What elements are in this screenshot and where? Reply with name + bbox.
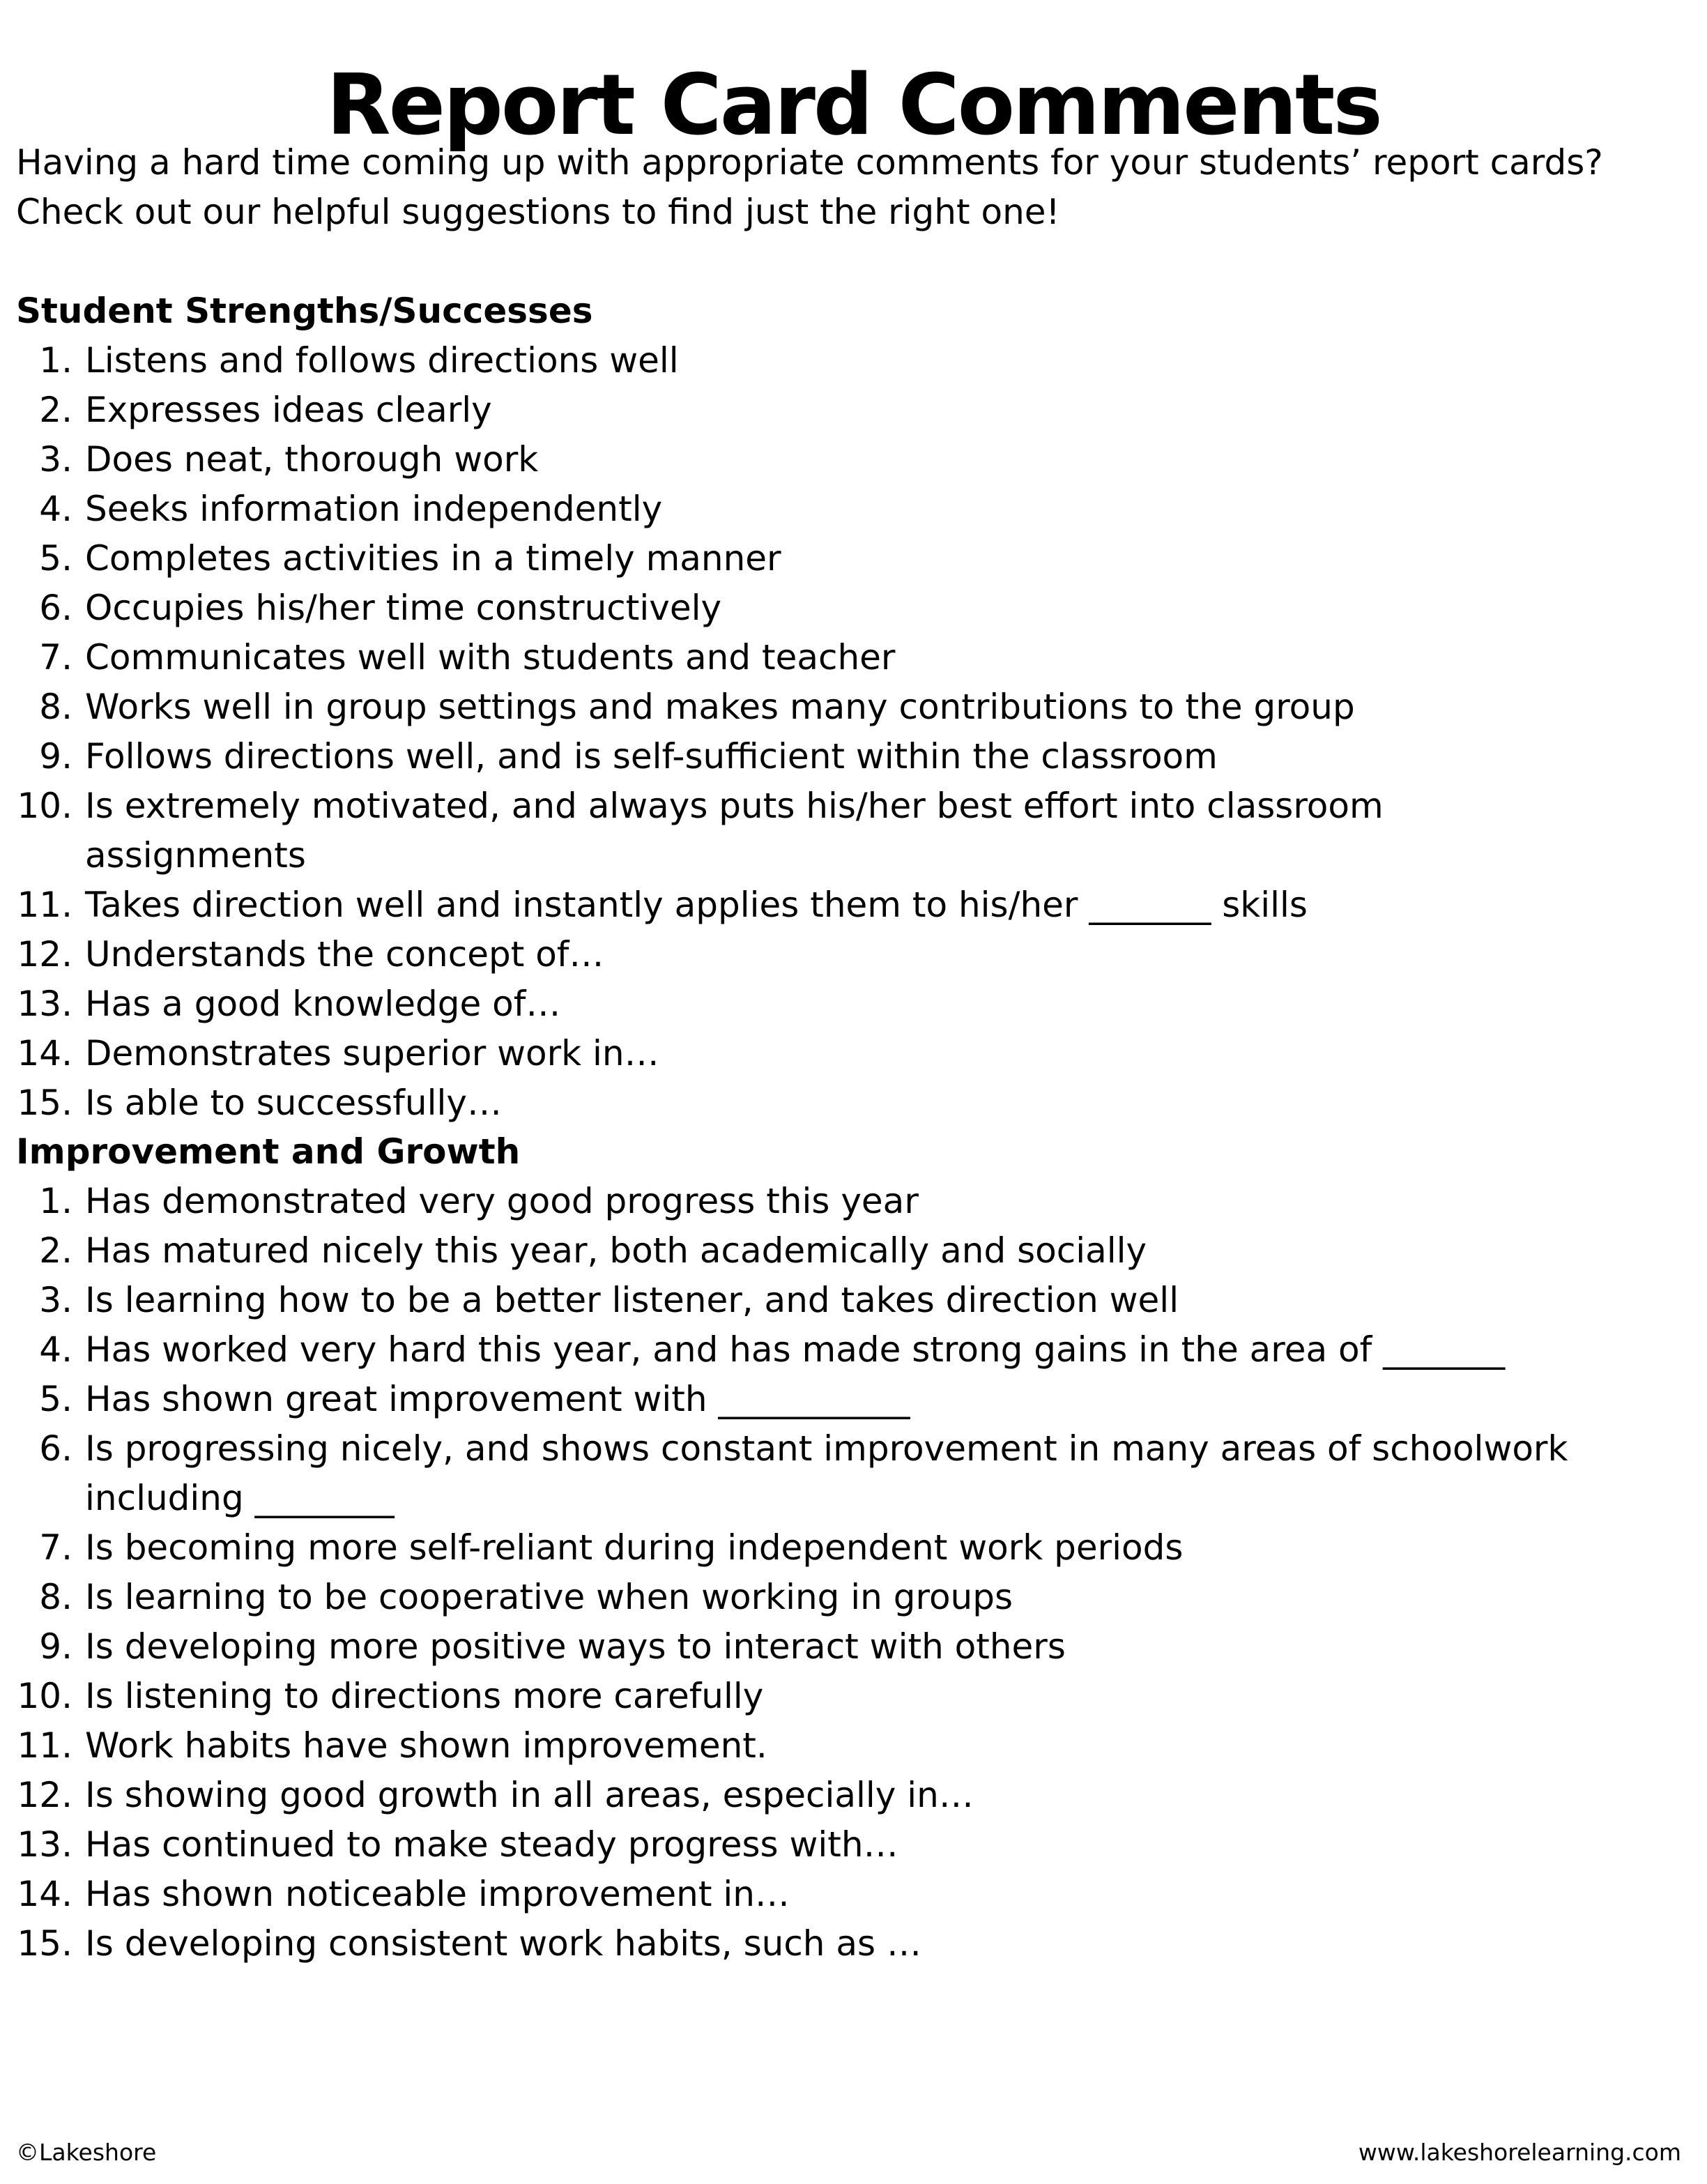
list-item xyxy=(0,1523,1591,1573)
list-item xyxy=(0,484,1591,534)
list-item xyxy=(0,583,1591,633)
list-item-text: Work habits have shown improvement. xyxy=(85,1725,767,1766)
list-item-text: Is developing consistent work habits, such as … xyxy=(85,1923,921,1964)
list-item-number: 11. xyxy=(17,1725,72,1766)
list-item-number: 3. xyxy=(39,439,72,480)
improvement-list xyxy=(0,1177,1591,1969)
page-title: Report Card Comments xyxy=(326,57,1381,155)
list-item-number: 14. xyxy=(17,1033,72,1074)
list-item-text: Seeks information independently xyxy=(85,489,663,529)
list-item xyxy=(0,1622,1591,1672)
list-item xyxy=(0,1325,1591,1375)
list-item-text: Has worked very hard this year, and has made strong gains in the area of _______ xyxy=(85,1329,1506,1370)
list-item-text: Follows directions well, and is self-sufficient within the classroom xyxy=(85,736,1218,777)
list-item-number: 12. xyxy=(17,934,72,975)
list-item xyxy=(0,1919,1591,1969)
list-item-number: 3. xyxy=(39,1280,72,1320)
website-url: www.lakeshorelearning.com xyxy=(1358,2139,1681,2166)
list-item-text: Has shown noticeable improvement in… xyxy=(85,1874,790,1914)
list-item-text: Takes direction well and instantly applies them to his/her _______ skills xyxy=(85,885,1308,925)
list-item-number: 5. xyxy=(39,538,72,579)
section-heading-improvement: Improvement and Growth xyxy=(16,1131,521,1172)
list-item xyxy=(0,1424,1591,1523)
list-item xyxy=(0,1870,1591,1919)
list-item xyxy=(0,1177,1591,1226)
list-item-text: Is becoming more self-reliant during independent work periods xyxy=(85,1527,1184,1568)
list-item-number: 4. xyxy=(39,1329,72,1370)
list-item-number: 4. xyxy=(39,489,72,529)
list-item-text: Is extremely motivated, and always puts his/her best effort into classroom assignments xyxy=(85,786,1384,876)
list-item-text: Does neat, thorough work xyxy=(85,439,539,480)
list-item-text: Has shown great improvement with ___________ xyxy=(85,1379,910,1419)
list-item-text: Is able to successfully… xyxy=(85,1083,502,1123)
list-item xyxy=(0,1672,1591,1721)
list-item-text: Is showing good growth in all areas, especially in… xyxy=(85,1775,974,1815)
list-item-text: Has matured nicely this year, both academically and socially xyxy=(85,1230,1147,1271)
list-item-text: Demonstrates superior work in… xyxy=(85,1033,659,1074)
list-item-number: 2. xyxy=(39,390,72,430)
list-item xyxy=(0,930,1591,979)
list-item xyxy=(0,534,1591,583)
list-item xyxy=(0,385,1591,435)
strengths-list xyxy=(0,336,1591,1128)
list-item-text: Is learning to be cooperative when working in groups xyxy=(85,1577,1013,1617)
list-item-number: 12. xyxy=(17,1775,72,1815)
list-item-number: 6. xyxy=(39,1428,72,1469)
list-item xyxy=(0,880,1591,930)
list-item xyxy=(0,1820,1591,1870)
list-item xyxy=(0,1078,1591,1128)
copyright-text: ©Lakeshore xyxy=(16,2139,157,2166)
list-item xyxy=(0,1226,1591,1276)
section-heading-strengths: Student Strengths/Successes xyxy=(16,291,593,331)
list-item-number: 14. xyxy=(17,1874,72,1914)
list-item-number: 10. xyxy=(17,1676,72,1716)
list-item-number: 1. xyxy=(39,340,72,381)
list-item-number: 5. xyxy=(39,1379,72,1419)
list-item-number: 2. xyxy=(39,1230,72,1271)
list-item-number: 6. xyxy=(39,588,72,628)
list-item-text: Is developing more positive ways to interact with others xyxy=(85,1626,1066,1667)
list-item-text: Works well in group settings and makes many contributions to the group xyxy=(85,687,1355,727)
list-item-text: Listens and follows directions well xyxy=(85,340,679,381)
list-item-number: 9. xyxy=(39,1626,72,1667)
list-item-text: Expresses ideas clearly xyxy=(85,390,492,430)
list-item xyxy=(0,1573,1591,1622)
list-item-number: 10. xyxy=(17,786,72,826)
list-item-number: 8. xyxy=(39,687,72,727)
list-item xyxy=(0,633,1591,682)
list-item-text: Is listening to directions more carefully xyxy=(85,1676,764,1716)
list-item-text: Has demonstrated very good progress this year xyxy=(85,1181,919,1221)
list-item-number: 1. xyxy=(39,1181,72,1221)
list-item-number: 8. xyxy=(39,1577,72,1617)
list-item xyxy=(0,1276,1591,1325)
list-item xyxy=(0,682,1591,732)
intro-paragraph: Having a hard time coming up with appropriate comments for your students’ report cards? Check out our helpful suggestions to find just the right one! xyxy=(16,142,1603,232)
list-item-text: Is progressing nicely, and shows constant improvement in many areas of schoolwork including ________ xyxy=(85,1428,1568,1518)
list-item-number: 13. xyxy=(17,1824,72,1865)
list-item-text: Communicates well with students and teacher xyxy=(85,637,896,678)
list-item xyxy=(0,435,1591,484)
list-item-number: 7. xyxy=(39,1527,72,1568)
list-item-number: 13. xyxy=(17,984,72,1024)
list-item-text: Occupies his/her time constructively xyxy=(85,588,722,628)
list-item xyxy=(0,1029,1591,1078)
list-item xyxy=(0,1771,1591,1820)
list-item xyxy=(0,1375,1591,1424)
list-item-text: Has continued to make steady progress with… xyxy=(85,1824,898,1865)
list-item-number: 11. xyxy=(17,885,72,925)
list-item-text: Is learning how to be a better listener, and takes direction well xyxy=(85,1280,1179,1320)
list-item xyxy=(0,1721,1591,1771)
list-item-text: Has a good knowledge of… xyxy=(85,984,561,1024)
list-item-number: 9. xyxy=(39,736,72,777)
list-item xyxy=(0,732,1591,781)
list-item-text: Completes activities in a timely manner xyxy=(85,538,781,579)
list-item-text: Understands the concept of… xyxy=(85,934,604,975)
list-item-number: 15. xyxy=(17,1083,72,1123)
list-item xyxy=(0,979,1591,1029)
list-item xyxy=(0,781,1591,880)
list-item-number: 15. xyxy=(17,1923,72,1964)
list-item xyxy=(0,336,1591,385)
list-item-number: 7. xyxy=(39,637,72,678)
